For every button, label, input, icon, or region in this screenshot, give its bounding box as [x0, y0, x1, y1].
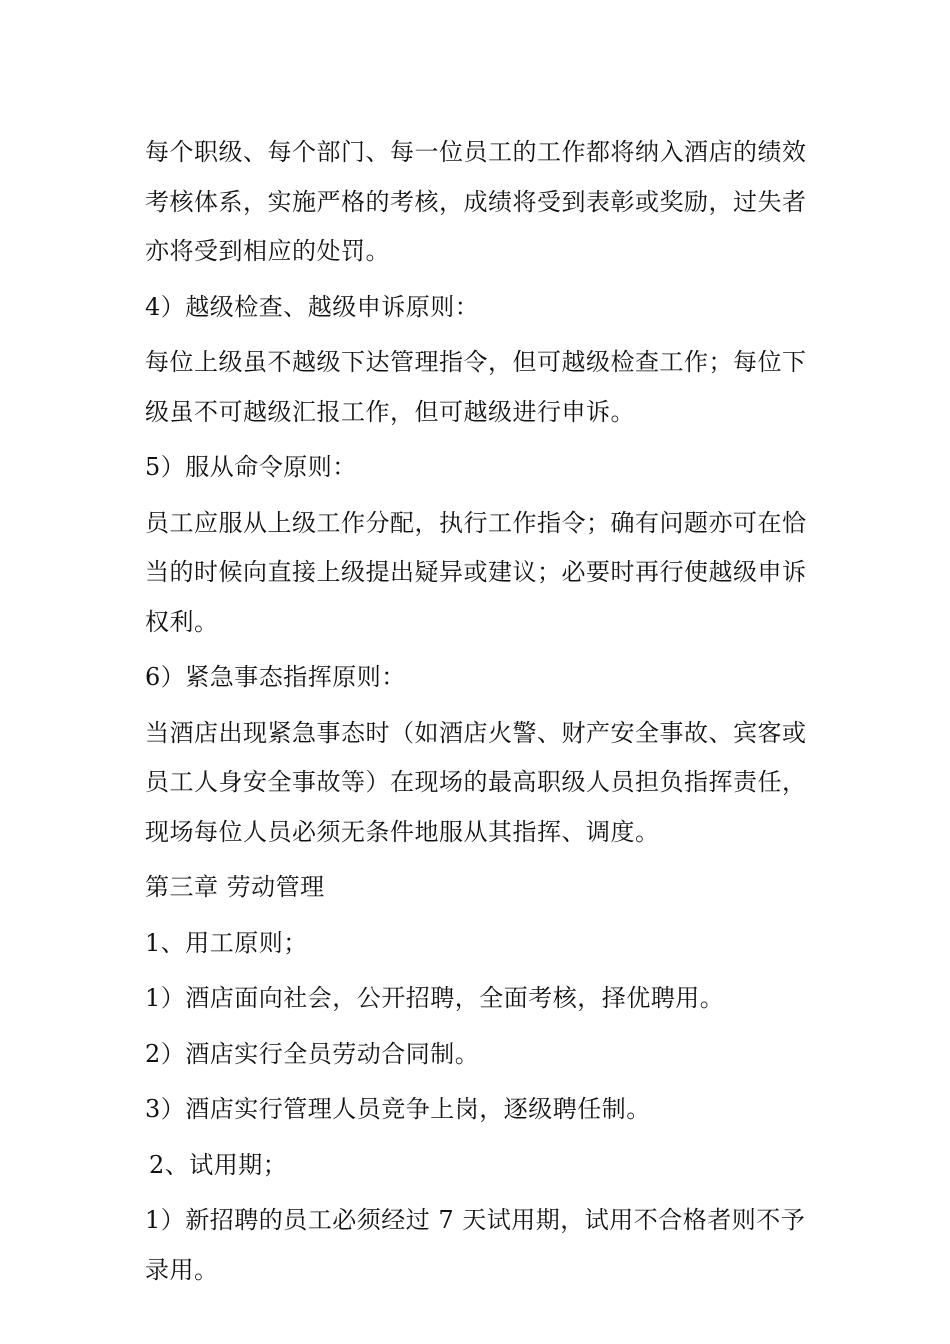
item-probation-period: 1）新招聘的员工必须经过 7 天试用期，试用不合格者则不予录用。	[145, 1206, 806, 1284]
paragraph-obey-orders: 员工应服从上级工作分配，执行工作指令；确有问题亦可在恰当的时候向直接上级提出疑异或建议；必要时再行使越级申诉权利。	[145, 508, 807, 636]
item-open-recruitment: 1）酒店面向社会，公开招聘，全面考核，择优聘用。	[145, 984, 725, 1012]
document-body	[145, 128, 815, 1301]
item-competitive-appointment: 3）酒店实行管理人员竞争上岗，逐级聘任制。	[145, 1095, 651, 1123]
paragraph-performance-review: 每个职级、每个部门、每一位员工的工作都将纳入酒店的绩效考核体系，实施严格的考核，成绩将受到表彰或奖励，过失者亦将受到相应的处罚。	[145, 138, 807, 265]
paragraph-skip-level-check: 每位上级虽不越级下达管理指令，但可越级检查工作；每位下级虽不可越级汇报工作，但可越级进行申诉。	[145, 348, 807, 426]
heading-employment-principles: 1、用工原则；	[145, 928, 308, 957]
item-labor-contract: 2）酒店实行全员劳动合同制。	[145, 1039, 480, 1068]
heading-skip-level-check: 4）越级检查、越级申诉原则：	[145, 292, 480, 321]
chapter-title: 第三章 劳动管理	[145, 873, 325, 901]
heading-probation: 2、试用期；	[149, 1150, 288, 1179]
heading-obey-orders: 5）服从命令原则：	[145, 453, 357, 481]
paragraph-emergency-command: 当酒店出现紧急事态时（如酒店火警、财产安全事故、宾客或员工人身安全事故等）在现场的最高职级人员担负指挥责任，现场每位人员必须无条件地服从其指挥、调度。	[145, 718, 807, 846]
heading-emergency-command: 6）紧急事态指挥原则：	[145, 663, 406, 691]
